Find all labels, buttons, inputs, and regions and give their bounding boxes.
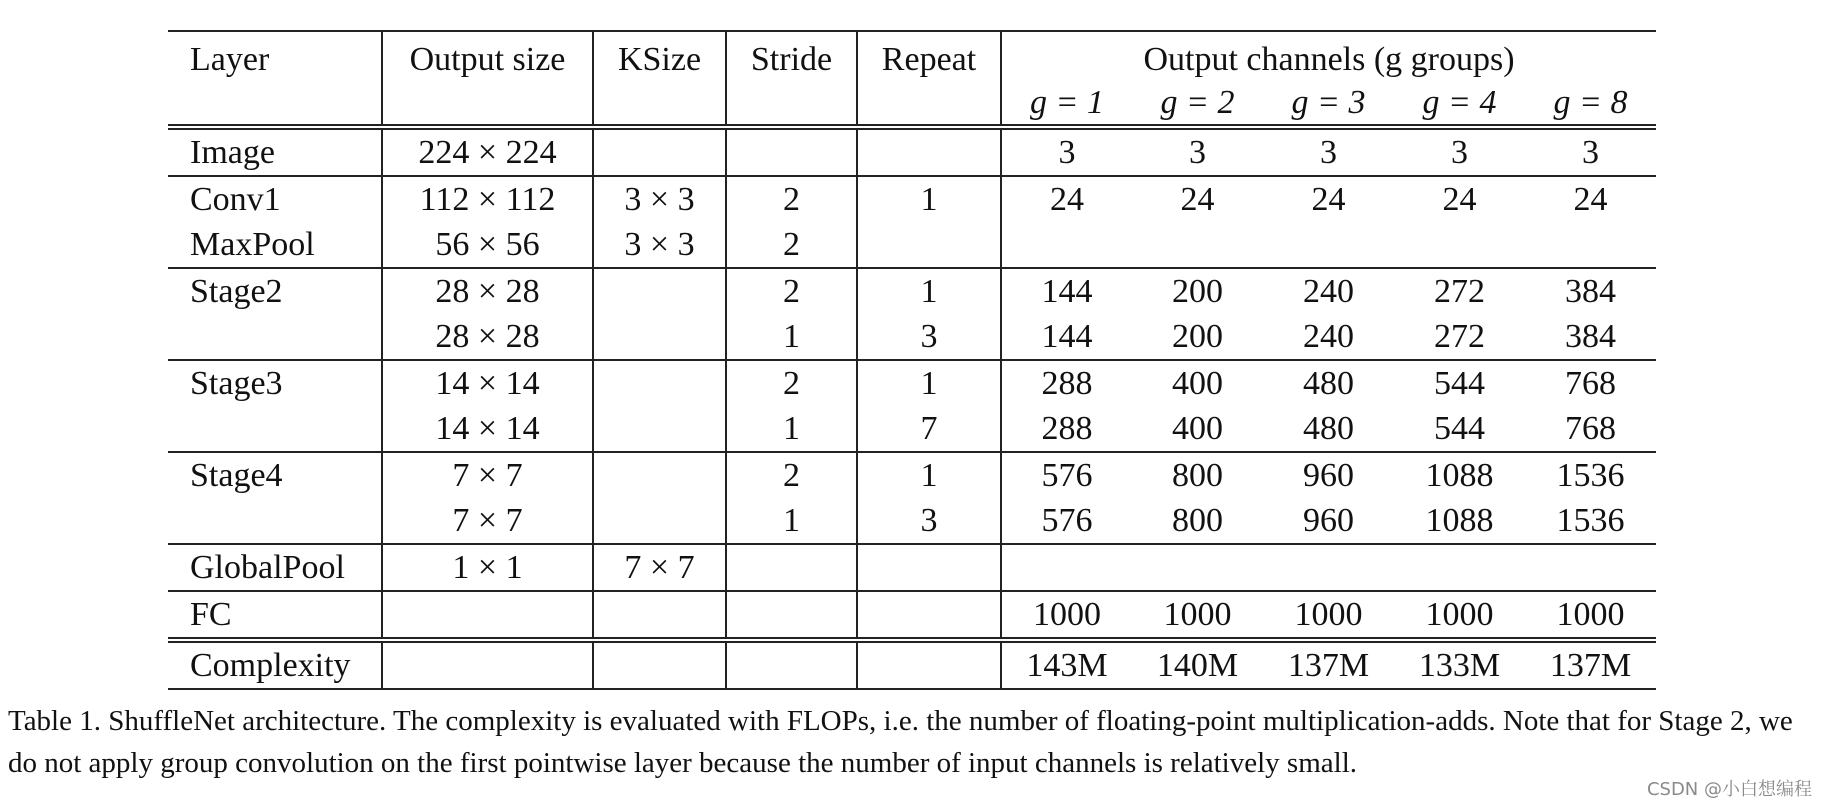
ksize-cell: 3 × 3	[593, 176, 726, 222]
channels-cell	[1263, 222, 1394, 268]
table-row	[168, 544, 1656, 591]
channels-cell: 1000	[1132, 591, 1263, 640]
repeat-cell: 1	[857, 176, 1001, 222]
channels-cell: 960	[1303, 501, 1354, 539]
header-stride-spacer	[726, 82, 857, 127]
layer-cell	[168, 406, 382, 452]
header-output-channels: Output channels (g groups)	[1001, 31, 1656, 82]
architecture-table-container	[168, 30, 1656, 690]
channels-cell: 200	[1172, 317, 1223, 355]
channels-cell: 768	[1565, 409, 1616, 447]
repeat-cell: 7	[857, 406, 1001, 452]
channels-cell: 1000	[1263, 591, 1394, 640]
stride-cell: 2	[726, 176, 857, 222]
output-size-cell: 28 × 28	[382, 314, 593, 360]
channels-cell: 24	[1525, 176, 1656, 222]
channels-cell: 288	[1001, 360, 1132, 406]
channels-cell: 137M	[1263, 640, 1394, 689]
channels-cell: 137M	[1525, 640, 1656, 689]
channels-cell: 1000	[1394, 591, 1525, 640]
repeat-cell: 1	[857, 268, 1001, 314]
table-row	[168, 640, 1656, 689]
channels-cell	[1132, 222, 1263, 268]
channels-cell: 576	[1001, 452, 1132, 498]
channels-cell	[1394, 222, 1525, 268]
header-group-3: g = 3	[1291, 84, 1366, 121]
header-layer-spacer	[168, 82, 382, 127]
output-size-cell: 28 × 28	[382, 268, 593, 314]
header-group-2: g = 2	[1160, 84, 1235, 121]
table-body	[168, 31, 1656, 689]
output-size-cell	[382, 640, 593, 689]
ksize-cell	[593, 360, 726, 406]
repeat-cell: 3	[857, 498, 1001, 544]
ksize-cell	[593, 591, 726, 640]
channels-cell: 1000	[1001, 591, 1132, 640]
ksize-cell	[593, 498, 726, 544]
table-row	[168, 452, 1656, 498]
channels-cell: 272	[1394, 268, 1525, 314]
table-row	[168, 176, 1656, 222]
channels-cell: 133M	[1394, 640, 1525, 689]
table-row	[168, 314, 1656, 360]
stride-cell: 2	[726, 360, 857, 406]
header-layer: Layer	[168, 31, 382, 82]
header-group-1: g = 1	[1030, 84, 1104, 121]
channels-cell: 144	[1041, 317, 1093, 355]
channels-cell: 480	[1303, 409, 1354, 447]
channels-cell: 768	[1525, 360, 1656, 406]
stride-cell	[726, 127, 857, 176]
header-ksize-spacer	[593, 82, 726, 127]
repeat-cell	[857, 591, 1001, 640]
ksize-cell	[593, 268, 726, 314]
table-row	[168, 498, 1656, 544]
channels-cell: 1536	[1525, 452, 1656, 498]
channels-cell: 288	[1041, 409, 1093, 447]
output-size-cell	[382, 591, 593, 640]
channels-cell: 1088	[1394, 452, 1525, 498]
output-size-cell: 14 × 14	[382, 360, 593, 406]
ksize-cell: 7 × 7	[593, 544, 726, 591]
repeat-cell: 1	[857, 452, 1001, 498]
ksize-cell: 3 × 3	[593, 222, 726, 268]
layer-cell: MaxPool	[168, 222, 382, 268]
channels-cell	[1525, 544, 1656, 591]
repeat-cell	[857, 127, 1001, 176]
channels-cell: 1536	[1556, 501, 1625, 539]
channels-cell: 576	[1041, 501, 1093, 539]
channels-cell	[1001, 222, 1132, 268]
channels-cell	[1394, 544, 1525, 591]
output-size-cell: 7 × 7	[382, 498, 593, 544]
stride-cell	[726, 640, 857, 689]
output-size-cell: 56 × 56	[382, 222, 593, 268]
stride-cell	[726, 544, 857, 591]
stride-cell: 2	[726, 222, 857, 268]
channels-cell: 384	[1565, 317, 1616, 355]
output-size-cell: 1 × 1	[382, 544, 593, 591]
ksize-cell	[593, 640, 726, 689]
channels-cell: 384	[1525, 268, 1656, 314]
table-row	[168, 406, 1656, 452]
channels-cell: 544	[1434, 409, 1485, 447]
channels-cell	[1525, 222, 1656, 268]
output-size-cell: 224 × 224	[382, 127, 593, 176]
header-ksize: KSize	[593, 31, 726, 82]
channels-cell: 240	[1303, 317, 1354, 355]
layer-cell: FC	[168, 591, 382, 640]
header-row-1	[168, 31, 1656, 82]
ksize-cell	[593, 452, 726, 498]
repeat-cell: 1	[857, 360, 1001, 406]
repeat-cell	[857, 544, 1001, 591]
channels-cell	[1001, 544, 1132, 591]
ksize-cell	[593, 314, 726, 360]
watermark-text: CSDN @小白想编程	[1646, 779, 1812, 800]
channels-cell: 143M	[1001, 640, 1132, 689]
header-output-size: Output size	[382, 31, 593, 82]
header-group-4: g = 4	[1422, 84, 1497, 121]
channels-cell: 1000	[1525, 591, 1656, 640]
layer-cell: Stage2	[168, 268, 382, 314]
channels-cell: 800	[1172, 501, 1223, 539]
channels-cell: 400	[1132, 360, 1263, 406]
header-row-2	[168, 82, 1656, 127]
channels-cell: 140M	[1132, 640, 1263, 689]
stride-cell	[726, 591, 857, 640]
layer-cell: GlobalPool	[168, 544, 382, 591]
header-repeat: Repeat	[857, 31, 1001, 82]
layer-cell: Stage4	[168, 452, 382, 498]
layer-cell: Conv1	[168, 176, 382, 222]
layer-cell: Stage3	[168, 360, 382, 406]
channels-cell: 1088	[1425, 501, 1494, 539]
repeat-cell	[857, 640, 1001, 689]
channels-cell: 800	[1132, 452, 1263, 498]
channels-cell: 3	[1263, 127, 1394, 176]
channels-cell	[1263, 544, 1394, 591]
header-output-size-spacer	[382, 82, 593, 127]
stride-cell: 1	[726, 314, 857, 360]
header-repeat-spacer	[857, 82, 1001, 127]
channels-cell: 24	[1132, 176, 1263, 222]
stride-cell: 1	[726, 406, 857, 452]
channels-cell: 3	[1001, 127, 1132, 176]
channels-cell: 240	[1263, 268, 1394, 314]
channels-cell	[1132, 544, 1263, 591]
channels-cell: 3	[1132, 127, 1263, 176]
layer-cell: Complexity	[168, 640, 382, 689]
channels-cell: 480	[1263, 360, 1394, 406]
channels-cell: 24	[1001, 176, 1132, 222]
stride-cell: 1	[726, 498, 857, 544]
channels-cell: 544	[1394, 360, 1525, 406]
output-size-cell: 112 × 112	[382, 176, 593, 222]
table-caption: Table 1. ShuffleNet architecture. The complexity is evaluated with FLOPs, i.e. the number of floating-point multiplication-adds. Note that for Stage 2, we do not apply group convolution on the first pointwise layer because the number of input channels is relatively small.	[8, 705, 1793, 779]
repeat-cell: 3	[857, 314, 1001, 360]
ksize-cell	[593, 406, 726, 452]
channels-cell: 24	[1263, 176, 1394, 222]
output-size-cell: 14 × 14	[382, 406, 593, 452]
table-row	[168, 268, 1656, 314]
channels-cell: 400	[1172, 409, 1223, 447]
table-row	[168, 591, 1656, 640]
header-group-8: g = 8	[1553, 84, 1628, 121]
table-row	[168, 127, 1656, 176]
table-row	[168, 360, 1656, 406]
channels-cell: 3	[1394, 127, 1525, 176]
channels-cell: 960	[1263, 452, 1394, 498]
stride-cell: 2	[726, 452, 857, 498]
ksize-cell	[593, 127, 726, 176]
channels-cell: 272	[1434, 317, 1485, 355]
table-row	[168, 222, 1656, 268]
layer-cell: Image	[168, 127, 382, 176]
channels-cell: 200	[1132, 268, 1263, 314]
layer-cell	[168, 314, 382, 360]
output-size-cell: 7 × 7	[382, 452, 593, 498]
layer-cell	[168, 498, 382, 544]
repeat-cell	[857, 222, 1001, 268]
channels-cell: 144	[1001, 268, 1132, 314]
channels-cell: 3	[1525, 127, 1656, 176]
architecture-table	[168, 30, 1656, 690]
stride-cell: 2	[726, 268, 857, 314]
header-stride: Stride	[726, 31, 857, 82]
channels-cell: 24	[1394, 176, 1525, 222]
